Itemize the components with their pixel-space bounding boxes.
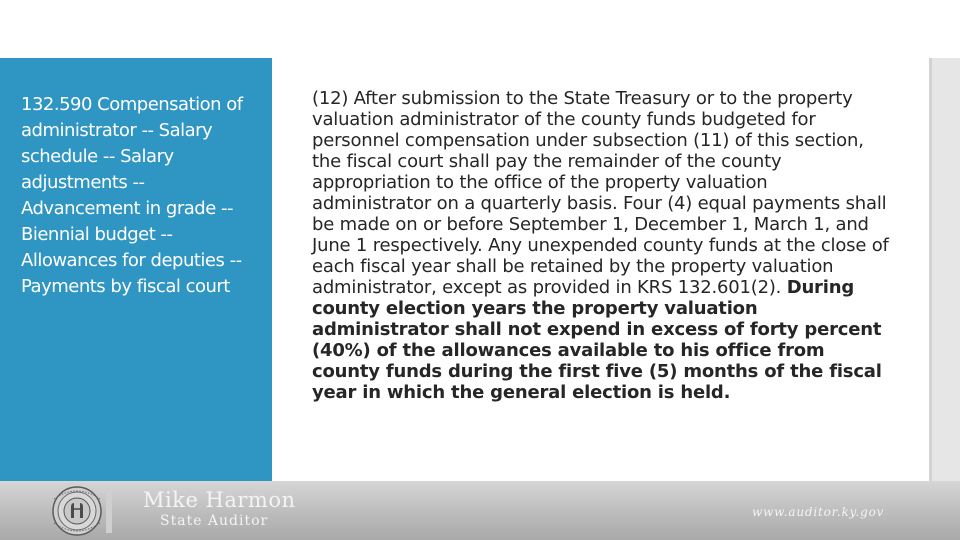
right-edge-divider xyxy=(929,58,932,481)
statute-body-text: (12) After submission to the State Treasury or to the property valuation administrator of the county funds budgeted for personnel compensation under subsection (11) of this section, the fiscal court shall pay the remainder of the county appropriation to the office of the property valuation administrator on a quarterly basis. Four (4) equal payments shall be made on or before September 1, December 1, March 1, and June 1 respectively. Any unexpended county funds at the close of each fiscal year shall be retained by the property valuation administrator, except as provided in KRS 132.601(2). xyxy=(312,88,889,298)
statute-body-bold-text: During county election years the property valuation administrator shall not expend in excess of forty percent (40%) of the allowances available to his office from county funds during the first five (5) months of the fiscal year in which the general election is held. xyxy=(312,277,882,403)
auditor-name: Mike Harmon xyxy=(143,488,296,512)
auditor-website-link[interactable]: www.auditor.ky.gov xyxy=(752,505,885,519)
auditor-title: State Auditor xyxy=(160,513,269,529)
right-edge-bar xyxy=(929,58,960,481)
statute-body xyxy=(312,88,892,403)
statute-heading: 132.590 Compensation of administrator -- Salary schedule -- Salary adjustments -- Advancement in grade -- Biennial budget -- Allowances for deputies -- Payments by fiscal court xyxy=(21,94,243,297)
kentucky-seal-icon xyxy=(40,485,118,537)
